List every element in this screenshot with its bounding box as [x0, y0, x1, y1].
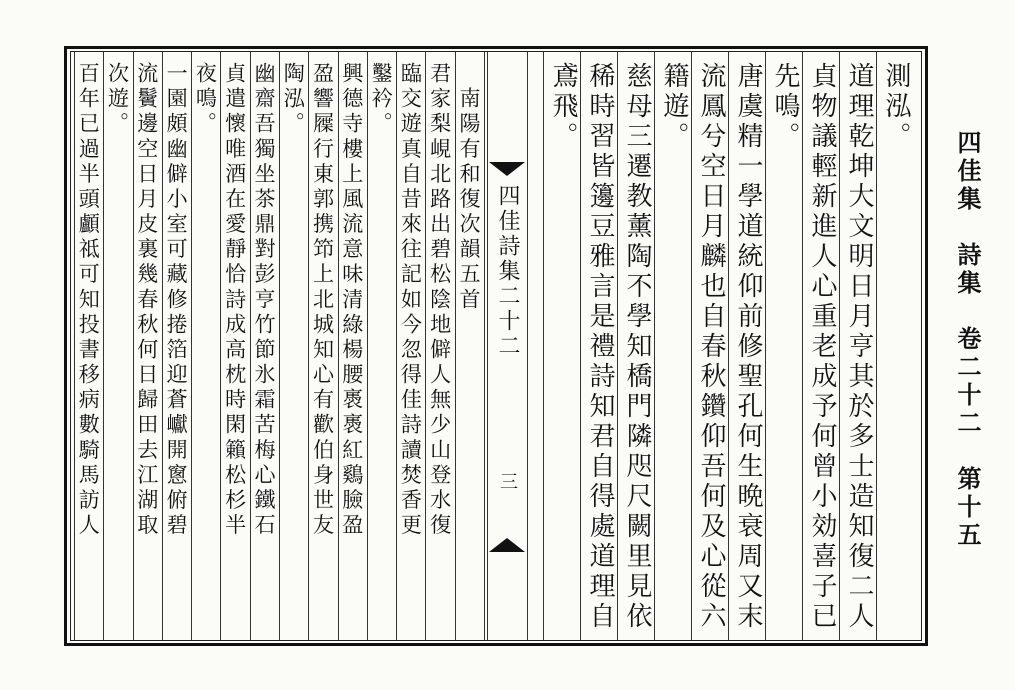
fold-title: 四佳詩集二十二: [495, 184, 520, 359]
column-rule: [487, 52, 488, 640]
text-column: 興德寺樓上風流意味清綠楊腰褭褭紅鷄臉盈: [339, 62, 365, 539]
text-column: 唐虞精一學道統仰前修聖孔何生晩衰周又末: [733, 62, 763, 632]
column-rule: [425, 52, 426, 640]
text-column: 籍遊。: [659, 62, 689, 152]
text-column: 先鳴。: [770, 62, 800, 152]
column-rule: [103, 52, 104, 640]
column-rule: [367, 52, 368, 640]
text-column: 君家梨峴北路出碧松陰地僻人無少山登水復: [427, 62, 453, 539]
column-rule: [876, 52, 877, 640]
column-rule: [543, 52, 544, 640]
column-rule: [839, 52, 840, 640]
column-rule: [484, 52, 485, 640]
column-rule: [220, 52, 221, 640]
text-column: 盈響屧行東郭携笻上北城知心有歡伯身世友: [310, 62, 336, 539]
leaf-number: 三: [497, 472, 518, 490]
text-column: 一園頗幽僻小室可藏修捲箔迎蒼巘開窻俯碧: [164, 62, 190, 539]
text-column: 百年已過半頭顱祗可知投書移病數騎馬訪人: [76, 62, 102, 539]
text-column: 道理乾坤大文明日月亨其於多士造知復二人: [844, 62, 874, 632]
column-rule: [162, 52, 163, 640]
column-rule: [691, 52, 692, 640]
text-column: 臨交遊真自昔來往記如今忽得佳詩讀焚香更: [398, 62, 424, 539]
column-rule: [308, 52, 309, 640]
column-rule: [654, 52, 655, 640]
column-rule: [728, 52, 729, 640]
column-rule: [396, 52, 397, 640]
column-rule: [455, 52, 456, 640]
column-rule: [74, 52, 75, 640]
text-column: 測泓。: [881, 62, 911, 152]
text-column: 夜鳴。: [193, 62, 219, 138]
text-column: 慈母三遷教薰陶不學知橋門隣咫尺闕里見依: [622, 62, 652, 632]
text-column: 鑿衿。: [369, 62, 395, 138]
column-rule: [580, 52, 581, 640]
text-column: 貞遣懷唯酒在愛靜恰詩成高枕時閑籟松杉半: [222, 62, 248, 539]
text-column: 流鳳兮空日月麟也自春秋鑽仰吾何及心從六: [696, 62, 726, 632]
text-column: 鳶飛。: [548, 62, 578, 152]
text-column: 流鬢邊空日月皮裏幾春秋何日歸田去江湖取: [134, 62, 160, 539]
fishtail-bottom-mark: [489, 538, 525, 552]
column-rule: [250, 52, 251, 640]
margin-header: 四佳集 詩集 卷二十二 第十五: [953, 130, 982, 550]
column-rule: [133, 52, 134, 640]
column-rule: [527, 52, 528, 640]
text-column: 貞物議輕新進人心重老成予何曾小効喜子已: [807, 62, 837, 632]
column-rule: [279, 52, 280, 640]
text-column: 次遊。: [105, 62, 131, 138]
column-rule: [802, 52, 803, 640]
text-column: 陶泓。: [281, 62, 307, 138]
column-rule: [617, 52, 618, 640]
column-rule: [191, 52, 192, 640]
column-rule: [338, 52, 339, 640]
fishtail-top-mark: [489, 162, 525, 176]
column-rule: [765, 52, 766, 640]
text-column: 幽齋吾獨坐茶鼎對彭亨竹節氷霜苦梅心鐵石: [251, 62, 277, 539]
text-column: 南陽有和復次韻五首: [456, 62, 482, 313]
text-column: 稀時習皆籩豆雅言是禮詩知君自得處道理自: [585, 62, 615, 632]
center-fold: [487, 52, 527, 640]
